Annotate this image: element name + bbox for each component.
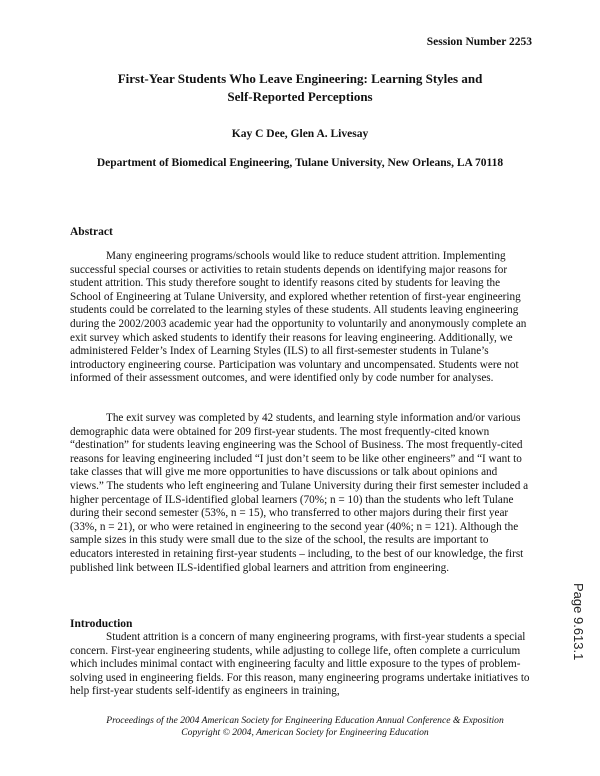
author-list: Kay C Dee, Glen A. Livesay	[231, 128, 369, 140]
page-number: Page 9.613.1	[571, 583, 586, 661]
author-affiliation: Department of Biomedical Engineering, Tulane University, New Orleans, LA 70118	[96, 157, 504, 169]
title-line-1: First-Year Students Who Leave Engineering: Learning Styles and	[117, 71, 483, 86]
abstract-paragraph-1: Many engineering programs/schools would like to reduce student attrition. Implementing successful special courses or activities to retain students depends on identifying major reasons for student attrition. This study therefore sought to identify reasons cited by students for leaving the School of Engineering at Tulane University, and explored whether retention of first-year engineering students could be correlated to the learning styles of these students. All students leaving engineering during the 2002/2003 academic year had the opportunity to voluntarily and anonymously complete an exit survey which asked students to identify their reasons for leaving engineering. Additionally, we administered Felder’s Index of Learning Styles (ILS) to all first-semester students in Tulane’s introductory engineering course. Participation was voluntary and uncompensated. Students were not informed of their assessment outcomes, and were identified only by code number for analyses.	[70, 250, 527, 385]
abstract-paragraph-2: The exit survey was completed by 42 students, and learning style information and/or various demographic data were obtained for 209 first-year students. The most frequently-cited known “destination” for students leaving engineering was the School of Business. The most frequently-cited reasons for leaving engineering included “I just don’t seem to be like other engineers” and “I want to take classes that will give me more opportunities to have discussions or talk about opinions and views.” The students who left engineering and Tulane University during their first semester included a higher percentage of ILS-identified global learners (70%; n = 10) than the students who left Tulane during their second semester (53%, n = 15), who transferred to other majors during their first year (33%, n = 21), or who were retained in engineering to the second year (40%; n = 121). Although the sample sizes in this study were small due to the size of the school, the results are important to educators interested in retaining first-year students – including, to the best of our knowledge, the first published link between ILS-identified global learners and attrition from engineering.	[70, 412, 529, 574]
session-number: Session Number 2253	[426, 36, 532, 48]
footer-copyright: Copyright © 2004, American Society for Engineering Education	[181, 727, 429, 738]
title-line-2: Self-Reported Perceptions	[227, 89, 373, 104]
introduction-heading: Introduction	[70, 618, 133, 630]
introduction-paragraph-1: Student attrition is a concern of many engineering programs, with first-year students a special concern. First-year engineering students, while adjusting to college life, often complete a curriculum which includes minimal contact with engineering faculty and little exposure to the types of problem-solving used in engineering fields. For this reason, many engineering programs undertake initiatives to help first-year students self-identify as engineers in training,	[70, 631, 530, 698]
abstract-heading: Abstract	[70, 226, 113, 238]
paper-title	[60, 70, 540, 106]
footer-proceedings: Proceedings of the 2004 American Society for Engineering Education Annual Conference & Exposition	[106, 715, 504, 726]
page-footer	[60, 715, 550, 739]
